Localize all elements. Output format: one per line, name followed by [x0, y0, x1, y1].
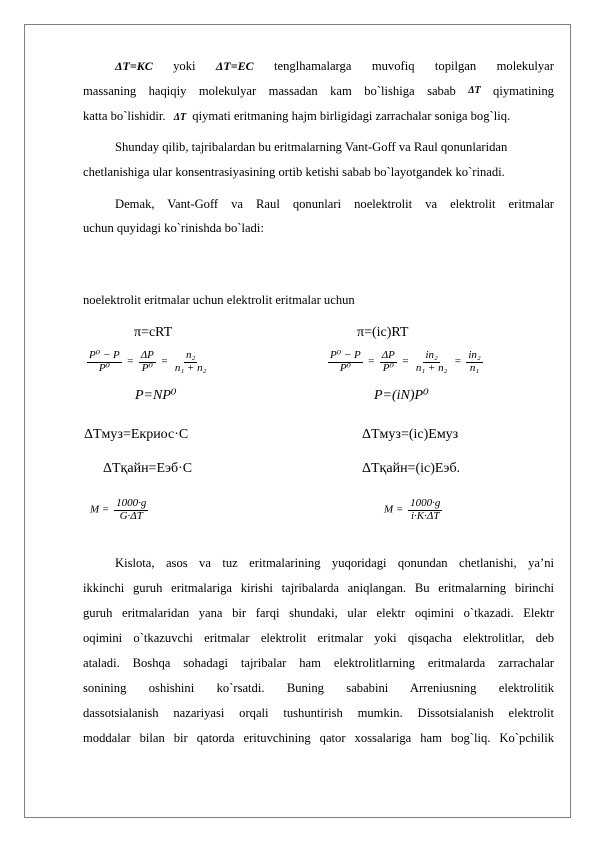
- section-headers: noelektrolit eritmalar uchun elektrolit eritmalar uchun: [83, 293, 355, 307]
- formula-dt-kc: ΔT=KC: [115, 59, 153, 73]
- fraction-numerator: 1000·g: [410, 497, 441, 509]
- word: sabab: [427, 84, 456, 98]
- paragraph-3-line-1: Demak, Vant-Goff va Raul qonunlari noelektrolit va elektrolit eritmalar: [115, 197, 554, 211]
- paragraph-4-line-3: guruh eritmalaridan yana bir farqi shundaki, ular elektr oqimini o`tkazadi. Elektr: [83, 606, 554, 620]
- text: qiymati eritmaning hajm birligidagi zarrachalar soniga bog`liq.: [192, 109, 511, 123]
- paragraph-4-line-5: ataladi. Boshqa sohadagi tajribalar ham elektrolitlarning eritmalarda zarrachalar: [83, 656, 554, 670]
- right-pressure-formula: P=(iN)P⁰: [374, 388, 429, 403]
- word: molekulyar: [496, 59, 554, 73]
- right-osmotic-formula: π=(ic)RT: [357, 325, 409, 340]
- fraction-numerator: P⁰ − P: [89, 349, 120, 361]
- fraction-numerator: in₂: [425, 349, 438, 361]
- word: haqiqiy: [148, 84, 187, 98]
- formula-lhs: M =: [384, 503, 404, 516]
- formula-dt-ec: ΔT=EC: [215, 59, 254, 73]
- paragraph-4-line-6: sonining oshishini ko`rsatdi. Buning sababini Arreniusning elektrolitik: [83, 681, 554, 695]
- paragraph-2-line-1: Shunday qilib, tajribalardan bu eritmalarning Vant-Goff va Raul qonunlaridan: [115, 140, 508, 154]
- left-pressure-formula: P=NP⁰: [135, 388, 177, 403]
- word: massadan: [268, 84, 318, 98]
- fraction-numerator: in₂: [468, 349, 481, 361]
- word: yoki: [173, 59, 196, 73]
- word: massaning: [83, 84, 137, 98]
- paragraph-4-line-4: oqimini o`tkazuvchi eritmalar elektrolit eritmalar yoki qisqacha elektrolitlar, deb: [83, 631, 554, 645]
- fraction-denominator: i·K·ΔT: [410, 509, 440, 522]
- word: qiymatining: [493, 84, 554, 98]
- fraction-denominator: n₁ + n₂: [174, 361, 207, 374]
- fraction-numerator: n₂: [185, 349, 196, 361]
- paragraph-1-line-3: [83, 109, 554, 125]
- left-boiling-formula: ΔTқайн=Eэб·C: [103, 461, 193, 476]
- fraction-numerator: 1000·g: [116, 497, 147, 509]
- left-raoult-formula: $\frac{\text{P⁰ − P}}{\text{P⁰}}$ = $\frac{\Delta P}{\text{P⁰}}$ = $\frac{\text{n₂}}{\text{n₁ + n₂}}$: [89, 349, 207, 374]
- paragraph-1-line-1: [115, 59, 554, 73]
- symbol-delta-t: ΔT: [173, 112, 187, 123]
- formula-lhs: M =: [90, 503, 110, 516]
- fraction-denominator: P⁰: [339, 361, 351, 374]
- fraction-denominator: n₁: [469, 361, 480, 374]
- left-freezing-formula: ΔTмуз=Eкриос·C: [84, 427, 189, 442]
- fraction-denominator: G·ΔT: [119, 509, 143, 522]
- fraction-denominator: P⁰: [98, 361, 110, 374]
- right-molar-mass-formula: [384, 498, 444, 522]
- left-molar-mass-formula: [90, 498, 150, 522]
- word: bo`lishiga: [364, 84, 415, 98]
- right-freezing-formula: ΔTмуз=(ic)Eмуз: [362, 427, 459, 442]
- symbol-delta-t: ΔT: [468, 85, 481, 96]
- paragraph-3-line-2: uchun quyidagi ko`rinishda bo`ladi:: [83, 221, 264, 235]
- fraction-numerator: P⁰ − P: [330, 349, 361, 361]
- right-raoult-formula: $\frac{\text{P⁰ − P}}{\text{P⁰}}$ = $\frac{\Delta P}{\text{P⁰}}$ = $\frac{\text{in₂}}{\text{n₁ + n₂}}$ = $\frac{\text{in₂}}{\text{n₁}}$: [330, 349, 481, 374]
- fraction-denominator: n₁ + n₂: [415, 361, 448, 374]
- paragraph-4-line-8: moddalar bilan bir qatorda erituvchining qator xossalariga ham bog`liq. Ko`pchilik: [83, 731, 554, 745]
- fraction-denominator: P⁰: [382, 361, 394, 374]
- left-osmotic-formula: π=cRT: [134, 325, 173, 340]
- paragraph-4-line-2: ikkinchi guruh eritmalariga kirishi tajribalarda aniqlangan. Bu eritmalarning birinchi: [83, 581, 554, 595]
- word: tenglhamalarga: [274, 59, 352, 73]
- right-boiling-formula: ΔTқайн=(ic)Eэб.: [362, 461, 461, 476]
- fraction-denominator: P⁰: [141, 361, 153, 374]
- paragraph-4-line-7: dassotsialanish nazariyasi orqali tushuntirish mumkin. Dissotsialanish elektrolit: [83, 706, 554, 720]
- fraction-numerator: ΔP: [140, 349, 154, 361]
- text: katta bo`lishidir.: [83, 109, 166, 123]
- paragraph-4-line-1: Kislota, asos va tuz eritmalarining yuqoridagi qonundan chetlanishi, ya’ni: [115, 556, 554, 570]
- paragraph-2-line-2: chetlanishiga ular konsentrasiyasining ortib ketishi sabab bo`layotgandek ko`rinadi.: [83, 165, 505, 179]
- fraction-numerator: ΔP: [381, 349, 395, 361]
- word: topilgan: [434, 59, 477, 73]
- paragraph-1-line-2: [83, 84, 554, 98]
- word: muvofiq: [371, 59, 415, 73]
- word: molekulyar: [198, 84, 257, 98]
- word: kam: [330, 84, 352, 98]
